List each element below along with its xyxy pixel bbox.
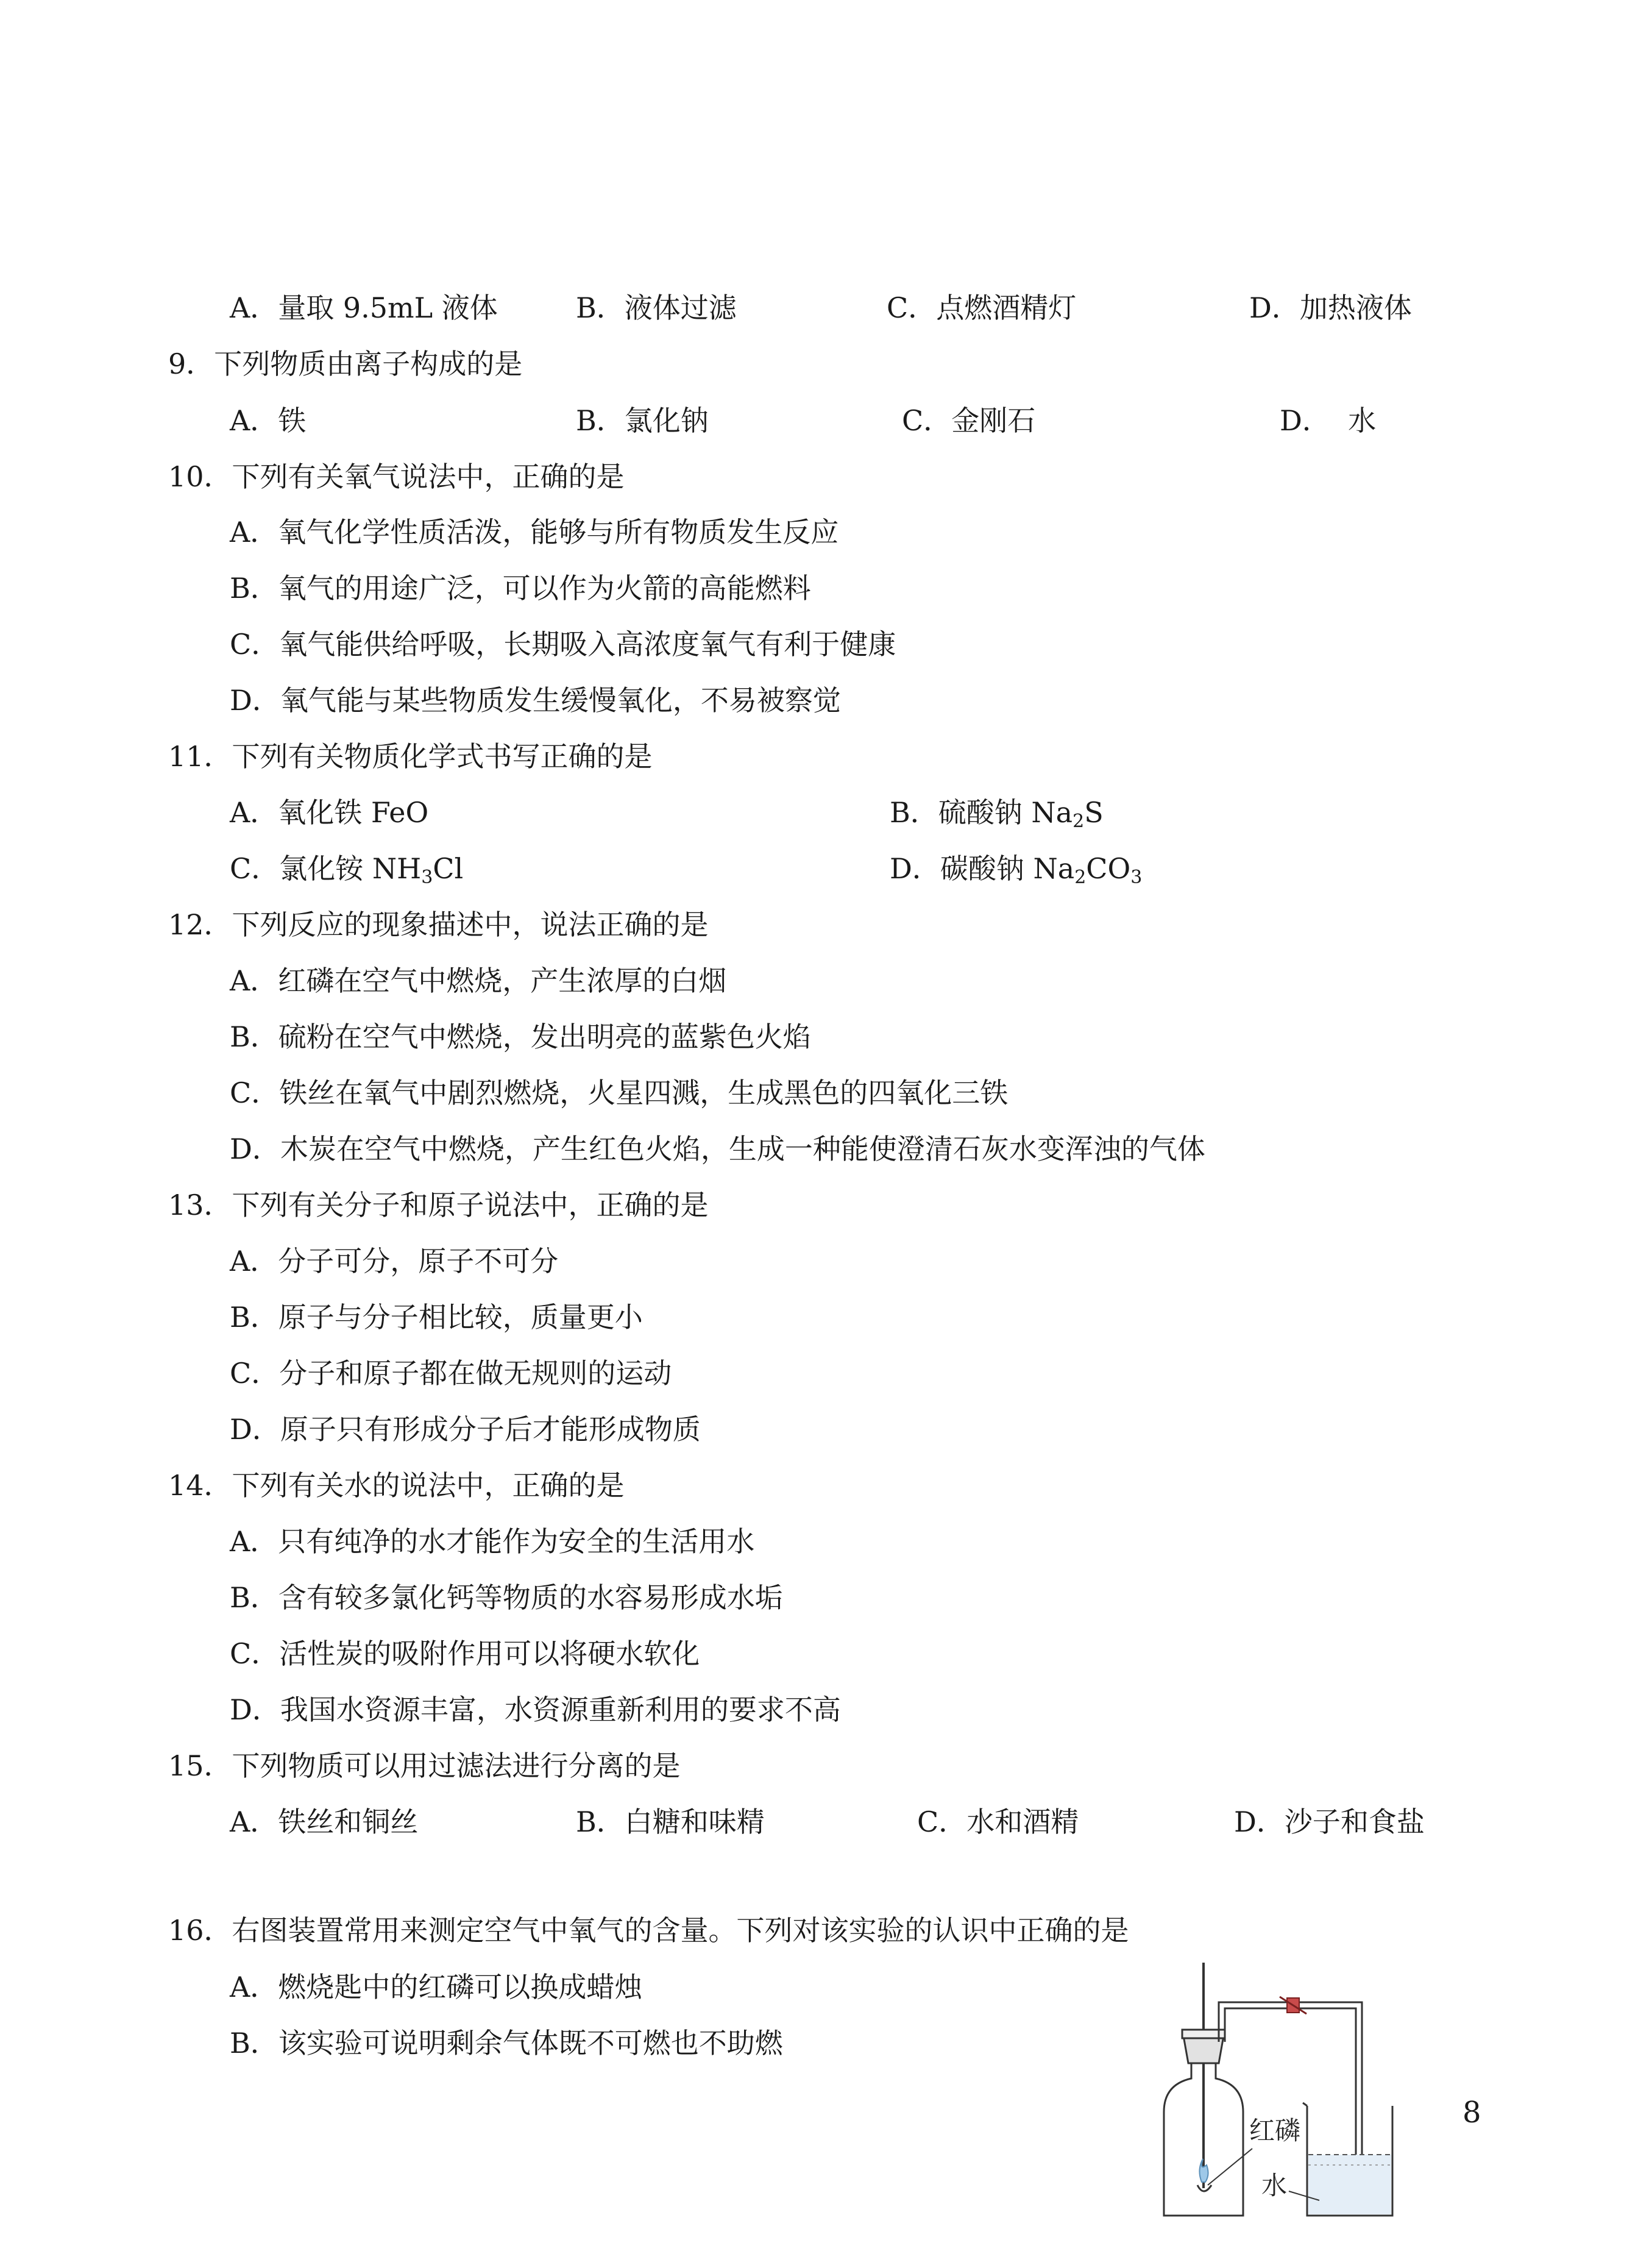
q11-option-a: A．氧化铁 FeO	[230, 796, 429, 829]
q12-option-c: C．铁丝在氧气中剧烈燃烧，火星四溅，生成黑色的四氧化三铁	[230, 1076, 1009, 1109]
q13-option-a: A．分子可分，原子不可分	[230, 1245, 559, 1278]
q13-option-d: D．原子只有形成分子后才能形成物质	[230, 1413, 701, 1446]
rubber-stopper	[1183, 2036, 1224, 2063]
q9-option-a: A．铁	[230, 404, 307, 437]
q8-option-b: B．液体过滤	[576, 291, 737, 324]
q14-option-a: A．只有纯净的水才能作为安全的生活用水	[230, 1525, 755, 1558]
q15-option-b: B．白糖和味精	[576, 1805, 765, 1838]
q11-option-b: B．硫酸钠 $Na_2S$	[890, 796, 1104, 832]
q15-option-a: A．铁丝和铜丝	[230, 1805, 419, 1838]
q9-option-b: B．氯化钠	[576, 404, 709, 437]
q13-option-b: B．原子与分子相比较，质量更小	[230, 1301, 643, 1334]
q10-option-b: B．氧气的用途广泛，可以作为火箭的高能燃料	[230, 572, 811, 605]
q12-stem: 12．下列反应的现象描述中，说法正确的是	[168, 908, 709, 941]
q13-option-c: C．分子和原子都在做无规则的运动	[230, 1357, 672, 1390]
q15-stem: 15．下列物质可以用过滤法进行分离的是	[168, 1749, 681, 1782]
page-number: 8	[1462, 2096, 1481, 2130]
q15-option-d: D．沙子和食盐	[1234, 1805, 1425, 1838]
q14-option-c: C．活性炭的吸附作用可以将硬水软化	[230, 1637, 700, 1670]
q16-option-b: B．该实验可说明剩余气体既不可燃也不助燃	[230, 2027, 783, 2060]
q10-option-d: D．氧气能与某些物质发生缓慢氧化，不易被察觉	[230, 684, 841, 717]
q15-option-c: C．水和酒精	[917, 1805, 1079, 1838]
q12-option-a: A．红磷在空气中燃烧，产生浓厚的白烟	[230, 964, 727, 997]
q14-option-d: D．我国水资源丰富，水资源重新利用的要求不高	[230, 1693, 841, 1726]
q11-stem: 11．下列有关物质化学式书写正确的是	[168, 740, 653, 773]
label-red-phosphorus: 红磷	[1249, 2116, 1301, 2145]
oxygen-measurement-apparatus-figure	[1158, 1938, 1475, 2225]
q10-stem: 10．下列有关氧气说法中，正确的是	[168, 460, 625, 493]
q12-option-b: B．硫粉在空气中燃烧，发出明亮的蓝紫色火焰	[230, 1020, 811, 1053]
q8-option-c: C．点燃酒精灯	[887, 291, 1077, 324]
q9-stem: 9．下列物质由离子构成的是	[168, 347, 523, 380]
q13-stem: 13．下列有关分子和原子说法中，正确的是	[168, 1189, 709, 1221]
q10-option-c: C．氧气能供给呼吸，长期吸入高浓度氧气有利于健康	[230, 628, 896, 661]
label-water: 水	[1261, 2170, 1288, 2200]
q9-option-d: D． 水	[1280, 404, 1377, 437]
q9-option-c: C．金刚石	[902, 404, 1036, 437]
q8-option-d: D．加热液体	[1249, 291, 1412, 324]
q10-option-a: A．氧气化学性质活泼，能够与所有物质发生反应	[230, 516, 839, 549]
q12-option-d: D．木炭在空气中燃烧，产生红色火焰，生成一种能使澄清石灰水变浑浊的气体	[230, 1132, 1205, 1165]
q16-stem: 16．右图装置常用来测定空气中氧气的含量。下列对该实验的认识中正确的是	[168, 1914, 1129, 1947]
q11-option-d: D．碳酸钠 $Na_2CO_3$	[890, 852, 1143, 888]
q14-option-b: B．含有较多氯化钙等物质的水容易形成水垢	[230, 1581, 783, 1614]
q16-option-a: A．燃烧匙中的红磷可以换成蜡烛	[230, 1971, 643, 2003]
q11-option-c: C．氯化铵 $NH_3Cl$	[230, 852, 464, 888]
q8-option-a: A．量取 9.5mL 液体	[230, 291, 498, 324]
q14-stem: 14．下列有关水的说法中，正确的是	[168, 1469, 625, 1502]
